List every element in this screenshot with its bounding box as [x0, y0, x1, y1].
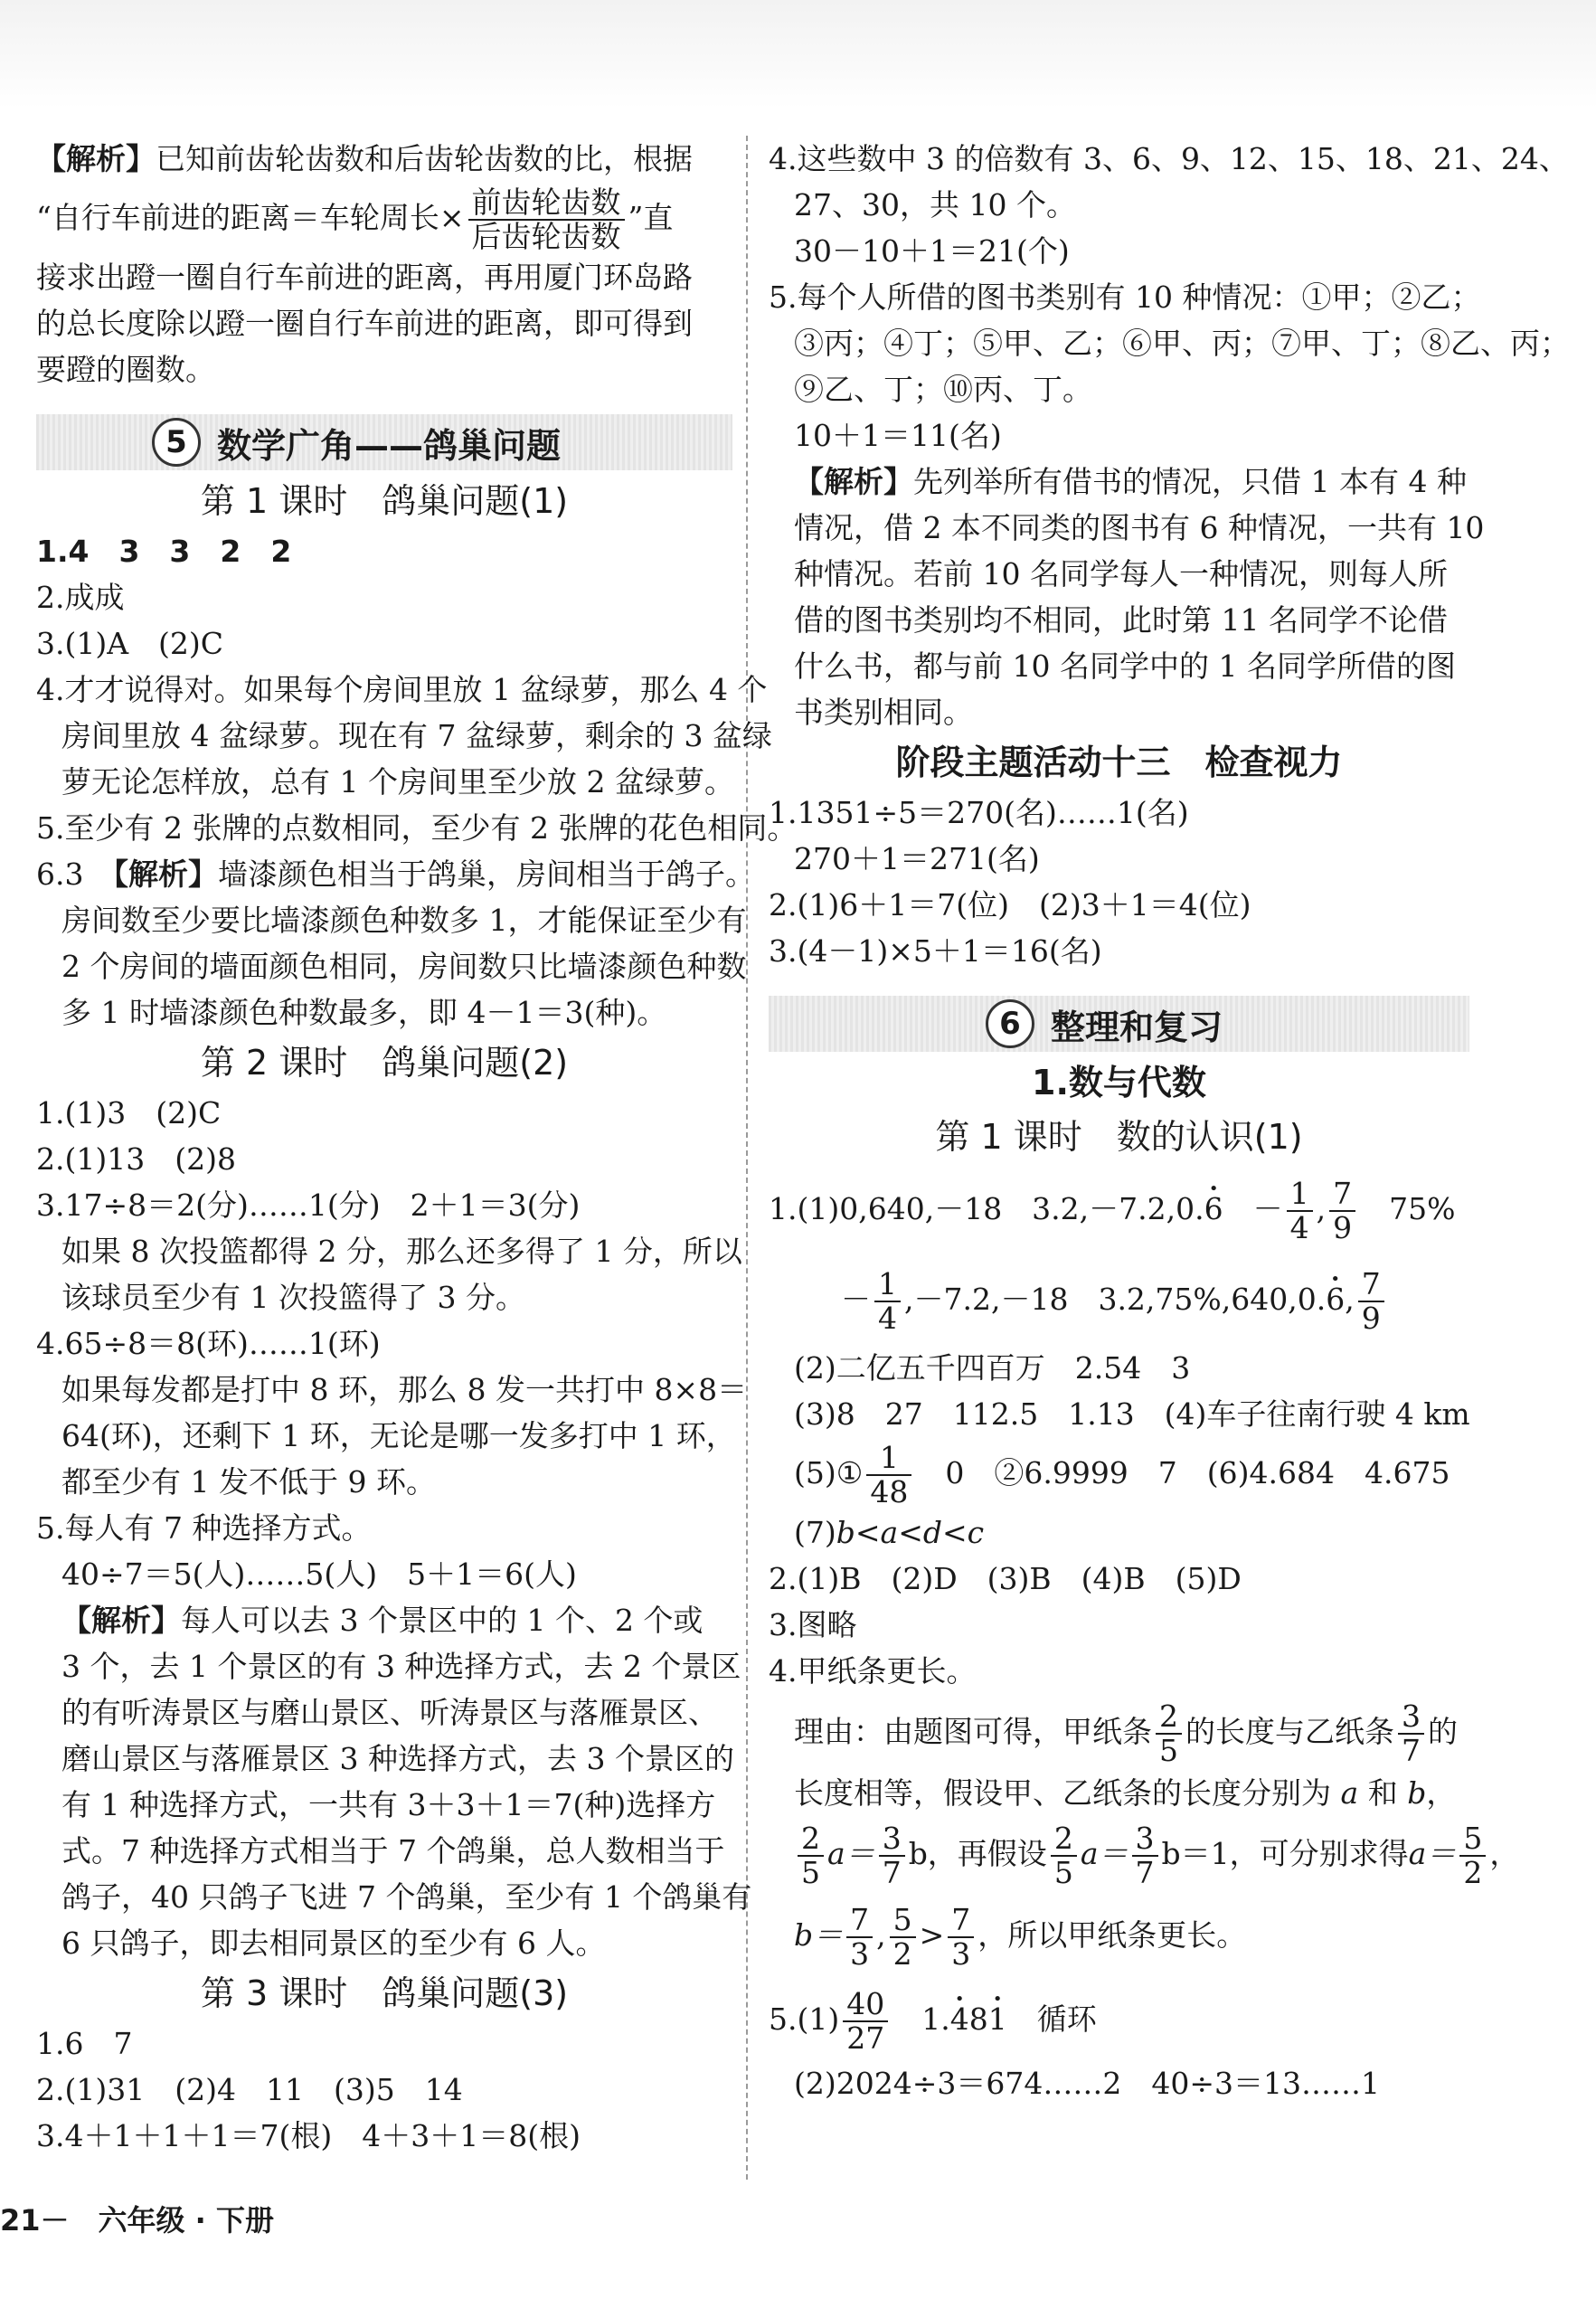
answer-line: 【解析】每人可以去 3 个景区中的 1 个、2 个或 — [61, 1603, 704, 1638]
lesson-title: 第 2 课时 鸽巢问题(2) — [200, 1043, 569, 1083]
answer-line: 房间里放 4 盆绿萝。现在有 7 盆绿萝，剩余的 3 盆绿 — [61, 718, 772, 753]
answer-line: 如果 8 次投篮都得 2 分，那么还多得了 1 分，所以 — [61, 1234, 742, 1269]
answer-line: 3 个，去 1 个景区的有 3 种选择方式，去 2 个景区 — [61, 1649, 741, 1684]
answer-line: 都至少有 1 发不低于 9 环。 — [61, 1464, 436, 1500]
page-footer: 21－ 六年级 · 下册 — [0, 2203, 274, 2238]
answer-line: 2.(1)6＋1＝7(位) (2)3＋1＝4(位) — [769, 887, 1251, 922]
section-5-banner — [36, 414, 732, 470]
answer-line: 5.至少有 2 张牌的点数相同，至少有 2 张牌的花色相同。 — [36, 810, 798, 846]
section-title: 整理和复习 — [1051, 1007, 1223, 1047]
section-number-badge: 5 — [152, 418, 201, 467]
right-column — [769, 136, 1570, 2106]
answer-line: 长度相等，假设甲、乙纸条的长度分别为 a 和 b， — [794, 1775, 1457, 1811]
subsection-title: 1.数与代数 — [1032, 1063, 1206, 1102]
answer-line: 4.才才说得对。如果每个房间里放 1 盆绿萝，那么 4 个 — [36, 672, 768, 707]
answer-line: 64(环)，还剩下 1 环，无论是哪一发多打中 1 环， — [61, 1418, 736, 1453]
answer-line: 【解析】先列举所有借书的情况，只借 1 本有 4 种 — [794, 464, 1467, 499]
answer-line: 该球员至少有 1 次投篮得了 3 分。 — [61, 1280, 525, 1315]
answer-line: 磨山景区与落雁景区 3 种选择方式，去 3 个景区的 — [61, 1741, 734, 1776]
answer-line: 1.6 7 — [36, 2026, 133, 2061]
intro-line-4: 的总长度除以蹬一圈自行车前进的距离，即可得到 — [36, 306, 693, 341]
answer-line: 书类别相同。 — [794, 695, 973, 730]
answer-line: b＝ $\frac{7}{3}$ , $\frac{5}{2}$ > $\frac{7}{3}$ ，所以甲纸条更长。 — [794, 1901, 1247, 1972]
section-6-banner — [769, 996, 1469, 1052]
column-divider — [746, 136, 748, 2180]
answer-line: 2 个房间的墙面颜色相同，房间数只比墙漆颜色种数 — [61, 949, 747, 984]
answer-line: ③丙；④丁；⑤甲、乙；⑥甲、丙；⑦甲、丁；⑧乙、丙； — [794, 326, 1570, 361]
section-number-badge: 6 — [986, 999, 1034, 1048]
answer-line: 情况，借 2 本不同类的图书有 6 种情况，一共有 10 — [794, 510, 1485, 545]
answer-line: 2.(1)31 (2)4 11 (3)5 14 — [36, 2072, 463, 2107]
section-title: 数学广角——鸽巢问题 — [217, 425, 562, 466]
answer-line: 2.成成 — [36, 580, 125, 615]
answer-line: (5)① $\frac{1}{48}$ 0 ②6.9999 7 (6)4.684 4.675 — [794, 1439, 1450, 1509]
answer-line: 借的图书类别均不相同，此时第 11 名同学不论借 — [794, 602, 1448, 638]
answer-line: 理由：由题图可得，甲纸条 $\frac{2}{5}$ 的长度与乙纸条 $\frac{3}{7}$ 的 — [794, 1698, 1458, 1768]
answer-line: 1.(1)3 (2)C — [36, 1095, 222, 1131]
answer-line: (7)b<a<d<c — [794, 1515, 985, 1550]
answer-line: (3)8 27 112.5 1.13 (4)车子往南行驶 4 km — [794, 1396, 1470, 1432]
answer-line: 4.65÷8＝8(环)……1(环) — [36, 1326, 381, 1361]
answer-line: ⑨乙、丁；⑩丙、丁。 — [794, 372, 1092, 407]
answer-line: 5.(1) $\frac{40}{27}$ 1.• 48• 1 循环 — [769, 1979, 1469, 2060]
answer-line: 30－10＋1＝21(个) — [794, 233, 1070, 269]
answer-line: 3.17÷8＝2(分)……1(分) 2＋1＝3(分) — [36, 1187, 581, 1223]
intro-line-3: 接求出蹬一圈自行车前进的距离，再用厦门环岛路 — [36, 260, 693, 295]
answer-line: 房间数至少要比墙漆颜色种数多 1，才能保证至少有 — [61, 903, 747, 938]
answer-line: 什么书，都与前 10 名同学中的 1 名同学所借的图 — [794, 648, 1456, 684]
intro-line-1: 【解析】已知前齿轮齿数和后齿轮齿数的比，根据 — [36, 141, 693, 176]
answer-line: 3.4＋1＋1＋1＝7(根) 4＋3＋1＝8(根) — [36, 2118, 581, 2153]
answer-line: 鸽子，40 只鸽子飞进 7 个鸽巢，至少有 1 个鸽巢有 — [61, 1879, 752, 1915]
answer-line: 6 只鸽子，即去相同景区的至少有 6 人。 — [61, 1925, 606, 1961]
page-top-shade — [0, 0, 1596, 109]
answer-line: 如果每发都是打中 8 环，那么 8 发一共打中 8×8＝ — [61, 1372, 748, 1407]
answer-line: 有 1 种选择方式，一共有 3＋3＋1＝7(种)选择方 — [61, 1787, 716, 1822]
answer-line: － $\frac{1}{4}$ ,－7.2,－18 3.2,75%,640,0.• 6, $\frac{7}{9}$ — [769, 1254, 1469, 1345]
answer-line: 4.甲纸条更长。 — [769, 1653, 977, 1689]
answer-line: 1.(1)0,640,－18 3.2,－7.2,0.• 6 － $\frac{1}{4}$ , $\frac{7}{9}$ 75% — [769, 1164, 1469, 1254]
answer-line: 1.4 3 3 2 2 — [36, 534, 292, 569]
answer-line: 式。7 种选择方式相当于 7 个鸽巢，总人数相当于 — [61, 1833, 725, 1869]
answer-line: 5.每人有 7 种选择方式。 — [36, 1510, 372, 1546]
lesson-title: 第 1 课时 数的认识(1) — [935, 1117, 1303, 1157]
activity-title: 阶段主题活动十三 检查视力 — [895, 743, 1343, 782]
gear-ratio-fraction: $\frac{\text{前齿轮齿数}}{\text{后齿轮齿数}}$ — [468, 186, 625, 254]
answer-line: 270＋1＝271(名) — [794, 841, 1040, 876]
answer-line: 4.这些数中 3 的倍数有 3、6、9、12、15、18、21、24、 — [769, 141, 1569, 176]
intro-line-2: “自行车前进的距离＝车轮周长× $\frac{\text{前齿轮齿数}}{\text{后齿轮齿数}}$ ”直 — [36, 184, 674, 254]
answer-line: (2)2024÷3＝674……2 40÷3＝13……1 — [794, 2066, 1380, 2101]
answer-line: 的有听涛景区与磨山景区、听涛景区与落雁景区、 — [61, 1695, 718, 1730]
lesson-title: 第 3 课时 鸽巢问题(3) — [200, 1973, 569, 2013]
answer-line: 6.3 【解析】墙漆颜色相当于鸽巢，房间相当于鸽子。 — [36, 856, 755, 892]
answer-line: 萝无论怎样放，总有 1 个房间里至少放 2 盆绿萝。 — [61, 764, 734, 799]
answer-line: 多 1 时墙漆颜色种数最多，即 4－1＝3(种)。 — [61, 995, 667, 1030]
answer-line: 种情况。若前 10 名同学每人一种情况，则每人所 — [794, 556, 1448, 591]
answer-line: $\frac{2}{5}$ a＝ $\frac{3}{7}$ b，再假设 $\frac{2}{5}$ a＝ $\frac{3}{7}$ b＝1，可分别求得a＝ $\frac{5}{2}$ ， — [769, 1816, 1469, 1892]
answer-line: 1.1351÷5＝270(名)……1(名) — [769, 795, 1189, 830]
lesson-title: 第 1 课时 鸽巢问题(1) — [200, 481, 569, 521]
answer-line: 2.(1)B (2)D (3)B (4)B (5)D — [769, 1561, 1242, 1596]
answer-line: 40÷7＝5(人)……5(人) 5＋1＝6(人) — [61, 1556, 577, 1592]
answer-line: (2)二亿五千四百万 2.54 3 — [794, 1350, 1191, 1386]
answer-line: 27、30，共 10 个。 — [794, 187, 1076, 222]
answer-line: 3.图略 — [769, 1607, 857, 1642]
answer-line: 2.(1)13 (2)8 — [36, 1141, 236, 1177]
answer-line: 5.每个人所借的图书类别有 10 种情况：①甲；②乙； — [769, 279, 1481, 315]
left-column — [36, 136, 798, 2159]
intro-line-5: 要蹬的圈数。 — [36, 352, 215, 387]
answer-line: 3.(4－1)×5＋1＝16(名) — [769, 933, 1102, 969]
answer-line: 3.(1)A (2)C — [36, 626, 224, 661]
answer-line: 10＋1＝11(名) — [794, 418, 1002, 453]
